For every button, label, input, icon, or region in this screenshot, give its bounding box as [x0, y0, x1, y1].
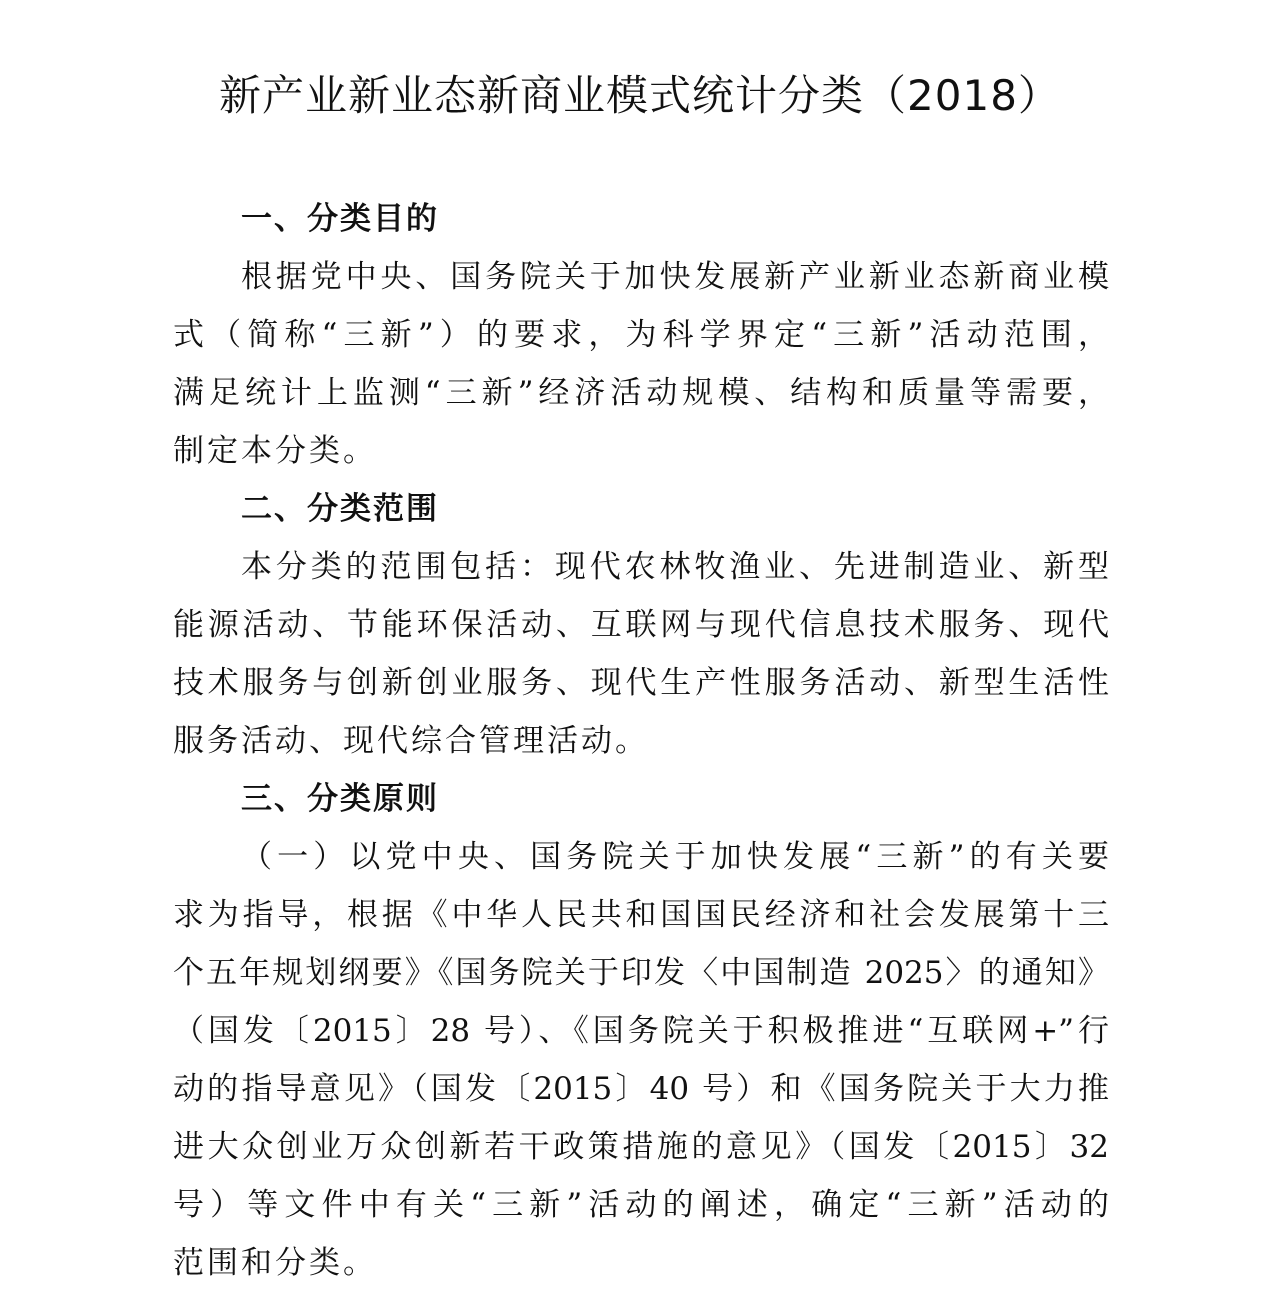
document-title: 新产业新业态新商业模式统计分类（2018）	[219, 71, 1061, 120]
text-line: 技术服务与创新创业服务、现代生产性服务活动、新型生活性	[173, 665, 1109, 701]
text-line: 进大众创业万众创新若干政策措施的意见》（国发〔2015〕32	[173, 1129, 1109, 1165]
section-paragraph-purpose	[173, 248, 1109, 480]
document-body	[173, 190, 1109, 1292]
text-line: 动的指导意见》（国发〔2015〕40 号）和《国务院关于大力推	[173, 1071, 1109, 1107]
text-line: 制定本分类。	[173, 433, 377, 469]
text-line: 求为指导，根据《中华人民共和国国民经济和社会发展第十三	[173, 897, 1109, 933]
text-line: （一）以党中央、国务院关于加快发展“三新”的有关要	[241, 839, 1109, 875]
section-heading-scope: 二、分类范围	[241, 491, 439, 527]
text-line: 满足统计上监测“三新”经济活动规模、结构和质量等需要，	[173, 375, 1109, 411]
text-line: 个五年规划纲要》《国务院关于印发〈中国制造 2025〉的通知》	[173, 955, 1109, 991]
section-paragraph-scope	[173, 538, 1109, 770]
text-line: 根据党中央、国务院关于加快发展新产业新业态新商业模	[241, 259, 1109, 295]
section-paragraph-principles	[173, 828, 1109, 1292]
text-line: 服务活动、现代综合管理活动。	[173, 723, 649, 759]
section-heading-purpose: 一、分类目的	[241, 201, 439, 237]
text-line: 本分类的范围包括：现代农林牧渔业、先进制造业、新型	[241, 549, 1109, 585]
text-line: 式（简称“三新”）的要求，为科学界定“三新”活动范围，	[173, 317, 1109, 353]
text-line: 号）等文件中有关“三新”活动的阐述，确定“三新”活动的	[173, 1187, 1109, 1223]
text-line: 范围和分类。	[173, 1245, 377, 1281]
text-line: 能源活动、节能环保活动、互联网与现代信息技术服务、现代	[173, 607, 1109, 643]
section-heading-principles: 三、分类原则	[241, 781, 439, 817]
text-line: （国发〔2015〕28 号）、《国务院关于积极推进“互联网+”行	[173, 1013, 1109, 1049]
